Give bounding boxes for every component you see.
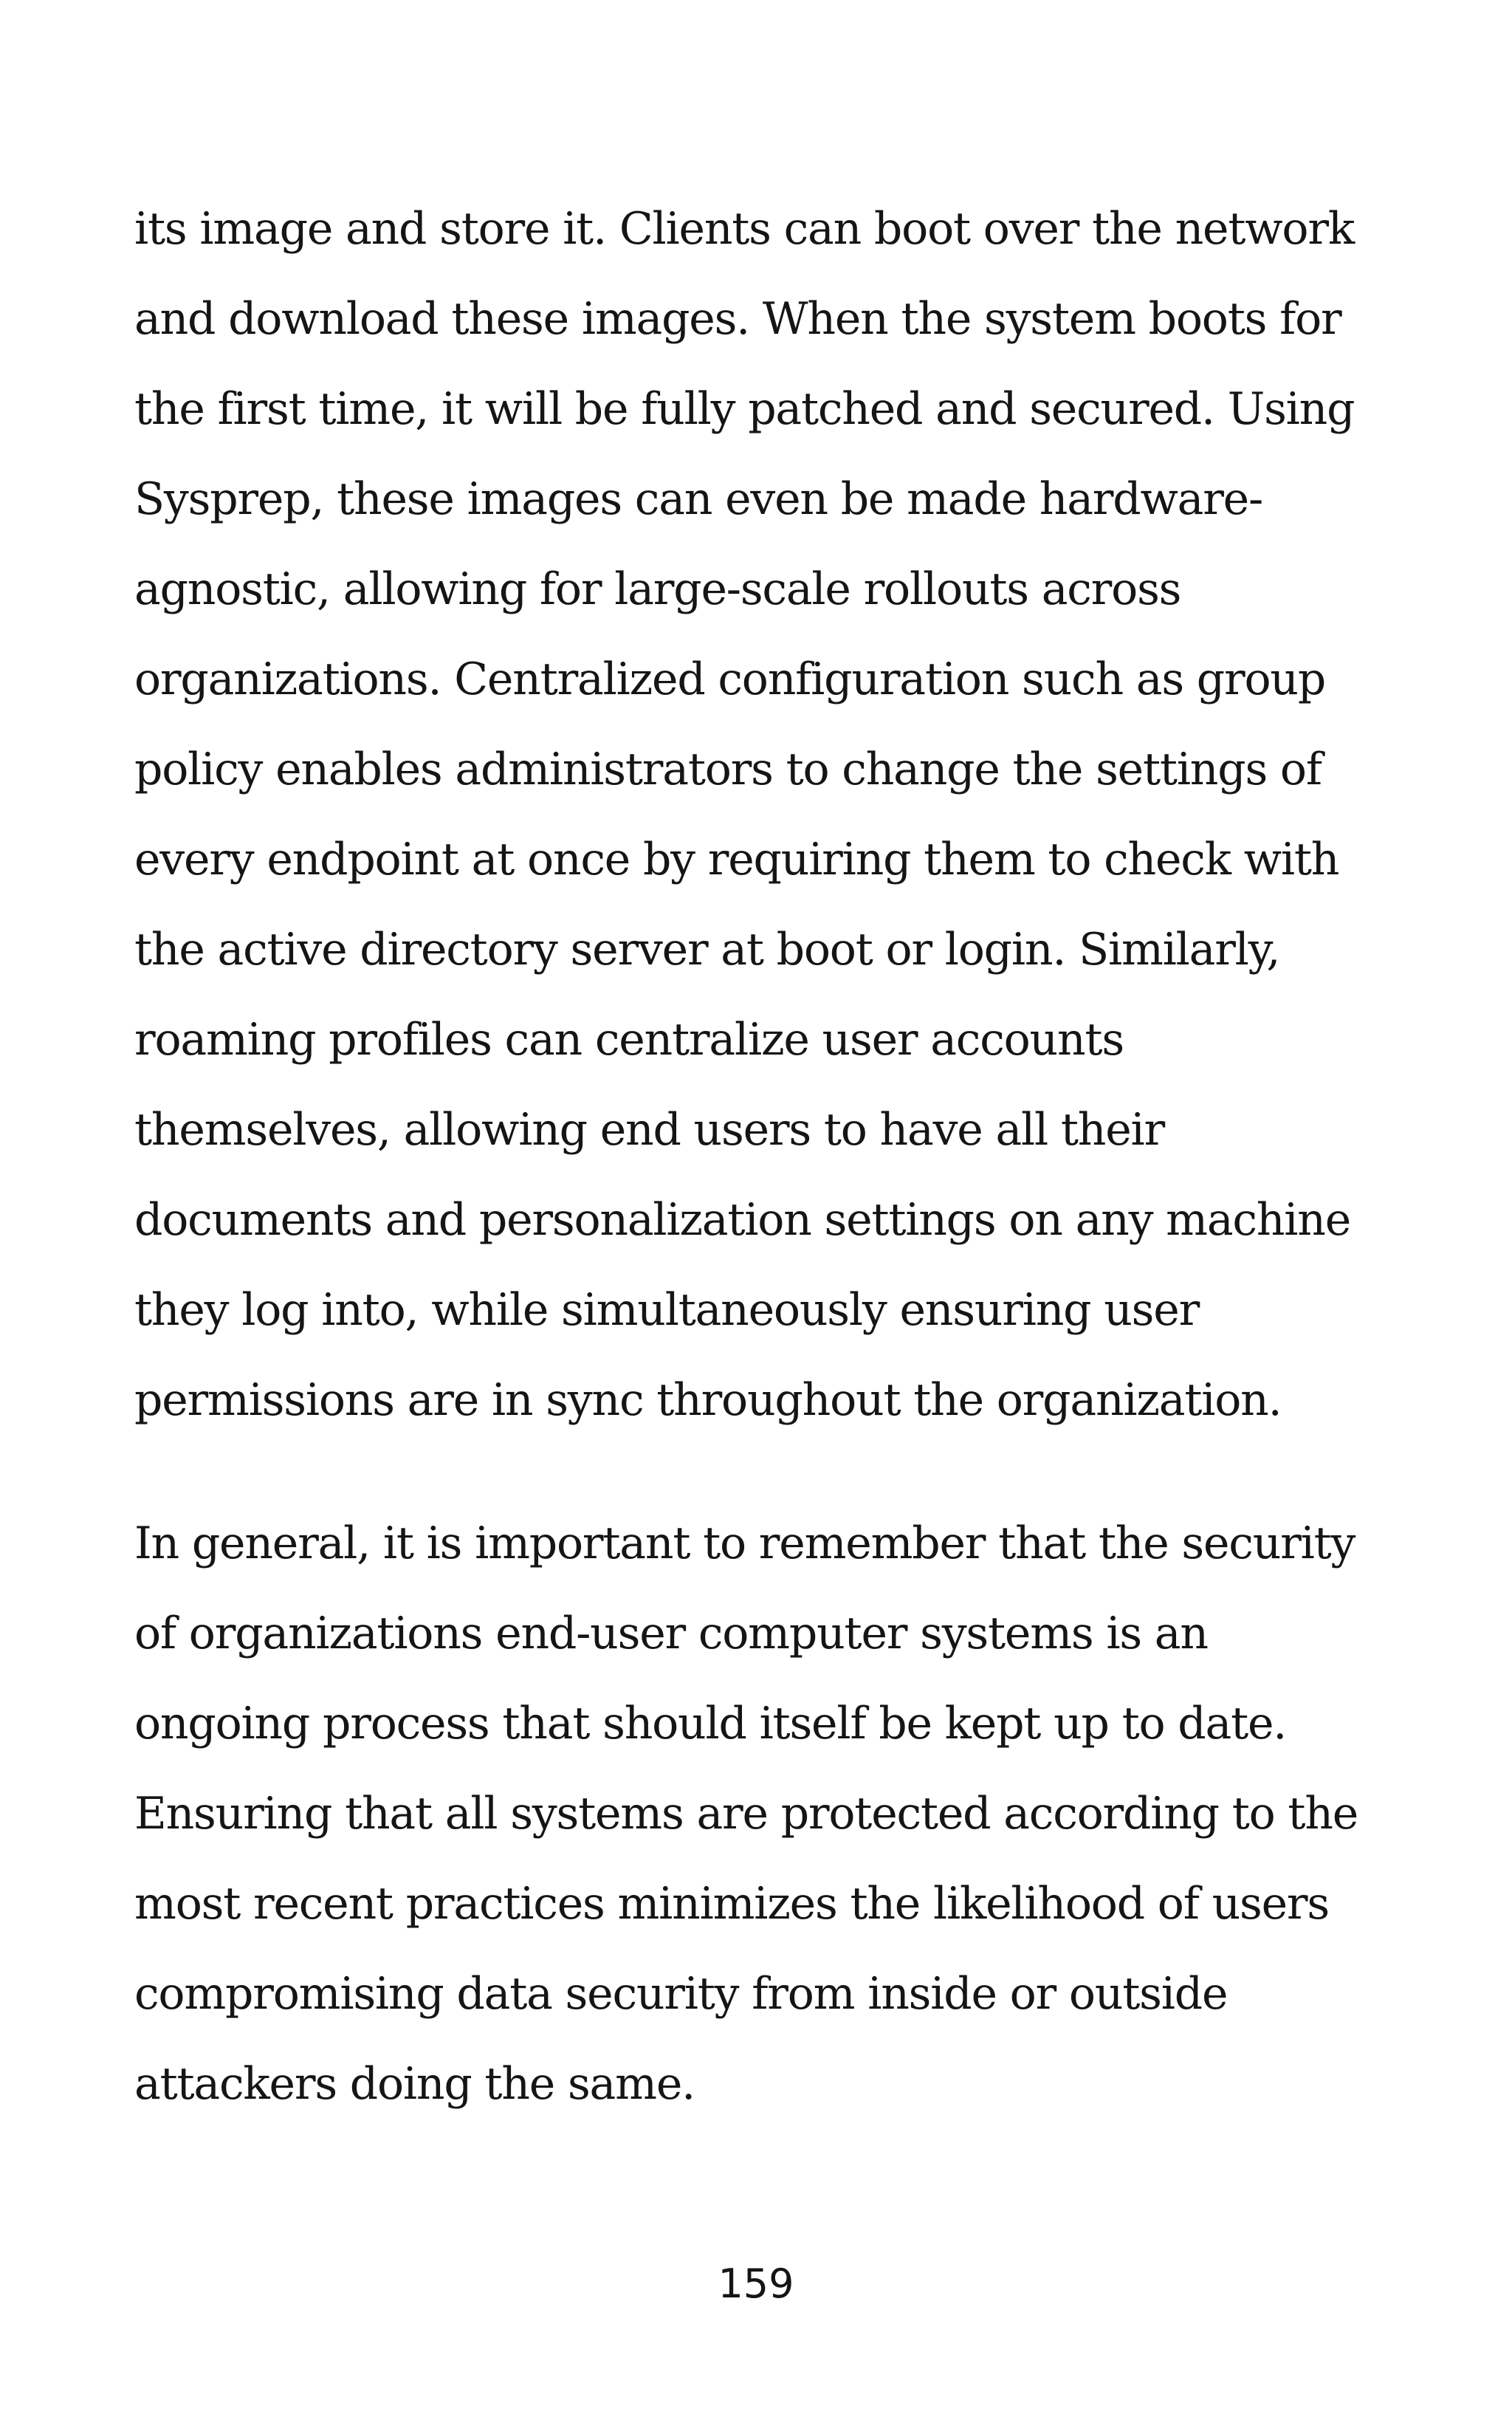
text-line: Sysprep, these images can even be made hardware- bbox=[134, 473, 1263, 525]
text-line: Ensuring that all systems are protected according to the bbox=[134, 1788, 1358, 1840]
text-line: themselves, allowing end users to have all their bbox=[134, 1104, 1164, 1156]
text-line: policy enables administrators to change the settings of bbox=[134, 744, 1322, 795]
text-line: the first time, it will be fully patched and secured. Using bbox=[134, 383, 1355, 435]
text-line: organizations. Centralized configuration such as group bbox=[134, 654, 1326, 705]
text-line: every endpoint at once by requiring them to check with bbox=[134, 834, 1339, 885]
text-line: most recent practices minimizes the likelihood of users bbox=[134, 1878, 1329, 1930]
text-line: ongoing process that should itself be kept up to date. bbox=[134, 1698, 1287, 1749]
text-line: In general, it is important to remember that the security bbox=[134, 1518, 1355, 1569]
text-line: agnostic, allowing for large-scale rollouts across bbox=[134, 563, 1181, 615]
text-line: documents and personalization settings on any machine bbox=[134, 1194, 1351, 1246]
text-line: they log into, while simultaneously ensuring user bbox=[134, 1284, 1200, 1336]
text-line: permissions are in sync throughout the organization. bbox=[134, 1374, 1282, 1426]
body-paragraph bbox=[134, 199, 1389, 1426]
text-line: and download these images. When the system boots for bbox=[134, 293, 1341, 345]
body-paragraph bbox=[134, 1514, 1389, 2119]
text-line: attackers doing the same. bbox=[134, 2058, 695, 2110]
text-line: of organizations end-user computer systems is an bbox=[134, 1608, 1208, 1659]
page-number: 159 bbox=[718, 2260, 794, 2307]
text-line: its image and store it. Clients can boot over the network bbox=[134, 203, 1354, 255]
text-line: the active directory server at boot or login. Similarly, bbox=[134, 924, 1280, 976]
text-line: roaming profiles can centralize user accounts bbox=[134, 1014, 1124, 1066]
text-line: compromising data security from inside or outside bbox=[134, 1968, 1228, 2020]
